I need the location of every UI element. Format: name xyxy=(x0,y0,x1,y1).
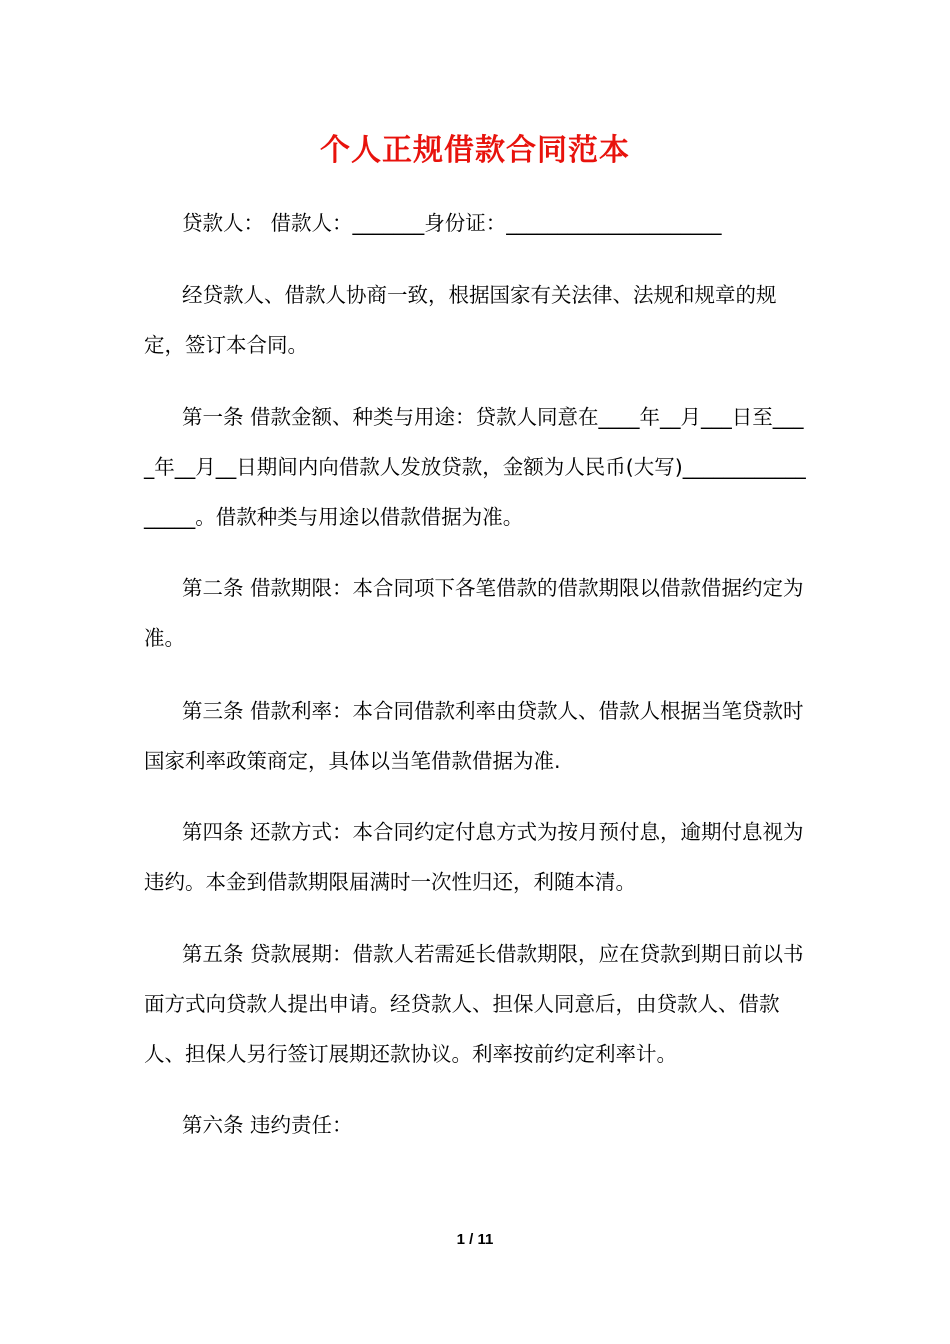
article-5-paragraph: 第五条 贷款展期：借款人若需延长借款期限，应在贷款到期日前以书面方式向贷款人提出申请。经贷款人、担保人同意后，由贷款人、借款人、担保人另行签订展期还款协议。利率按前约定利率计。 xyxy=(144,942,804,1066)
article-2-paragraph: 第二条 借款期限：本合同项下各笔借款的借款期限以借款借据约定为准。 xyxy=(144,576,804,650)
parties-line: 贷款人： 借款人：_______身份证：_____________________ xyxy=(182,211,722,235)
document-title: 个人正规借款合同范本 xyxy=(320,133,630,168)
article-3-paragraph: 第三条 借款利率：本合同借款利率由贷款人、借款人根据当笔贷款时国家利率政策商定，具体以当笔借款借据为准. xyxy=(144,699,804,773)
article-6-paragraph: 第六条 违约责任： xyxy=(182,1113,353,1137)
article-1-paragraph: 第一条 借款金额、种类与用途：贷款人同意在____年__月___日至____年__月__日期间内向借款人发放贷款，金额为人民币(大写)_________________。借款种类与用途以借款借据为准。 xyxy=(144,405,806,529)
article-4-paragraph: 第四条 还款方式：本合同约定付息方式为按月预付息，逾期付息视为违约。本金到借款期限届满时一次性归还，利随本清。 xyxy=(144,820,804,894)
preamble-paragraph: 经贷款人、借款人协商一致，根据国家有关法律、法规和规章的规定，签订本合同。 xyxy=(144,283,777,357)
page-number: 1 / 11 xyxy=(456,1231,494,1248)
